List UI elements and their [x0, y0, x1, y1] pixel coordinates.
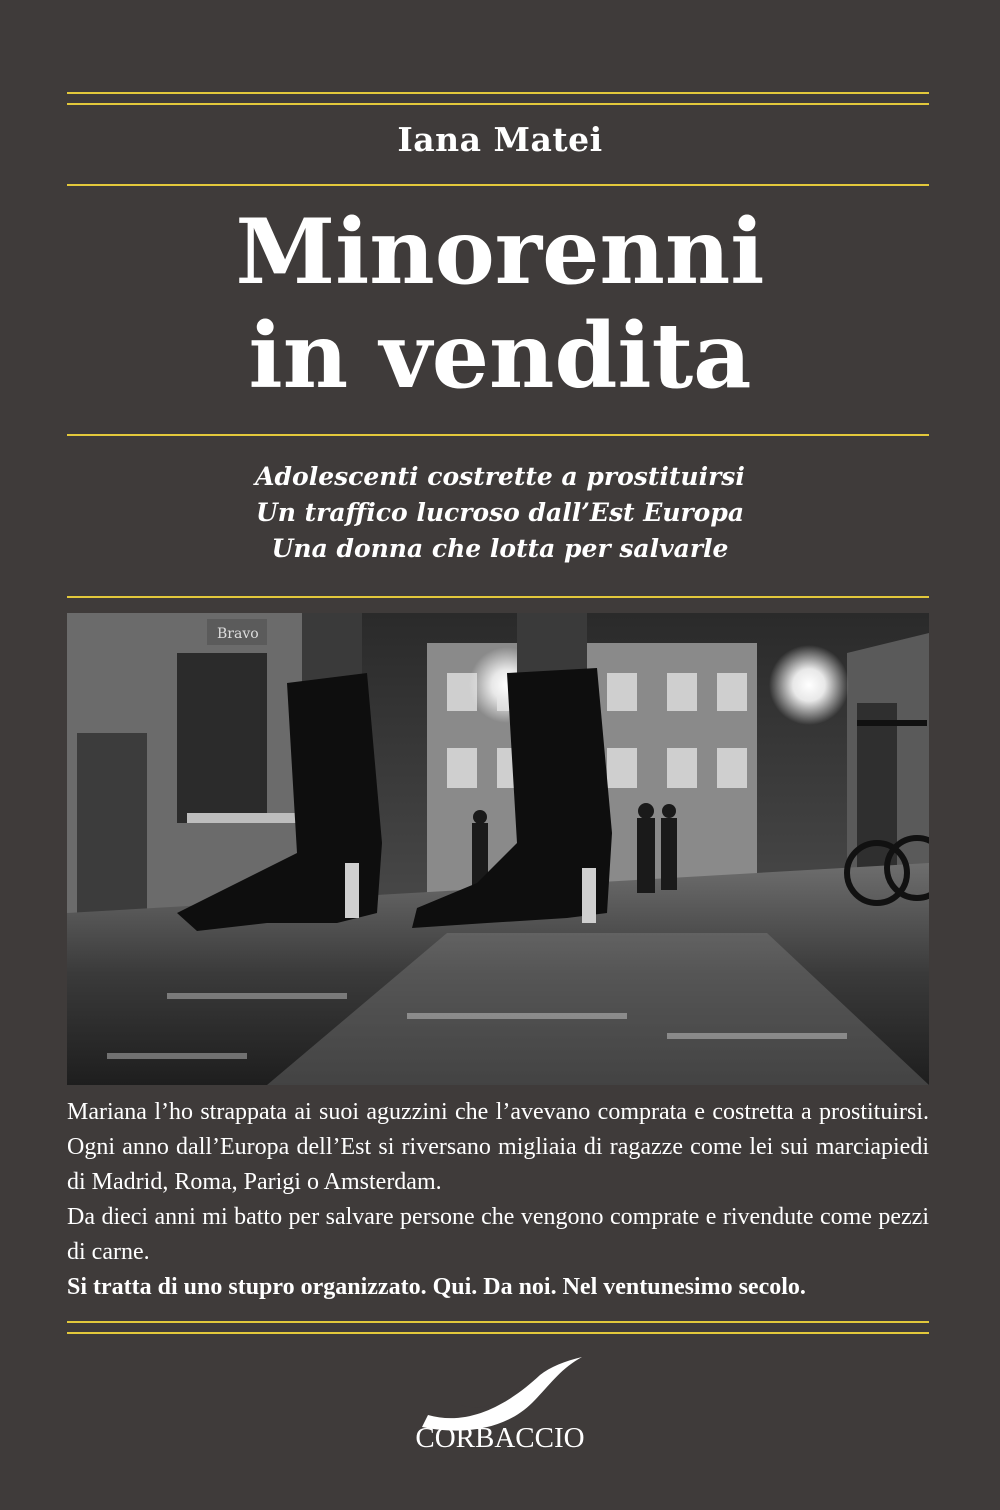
subtitle-line-2: Un traffico lucroso dall’Est Europa [255, 498, 745, 527]
blurb-bold-statement: Si tratta di uno stupro organizzato. Qui. Da noi. Nel ventunesimo secolo. [67, 1274, 806, 1300]
blurb-paragraph-2: Da dieci anni mi batto per salvare persone che vengono comprate e rivendute come pezzi di carne. [67, 1204, 929, 1265]
book-title [0, 200, 1000, 408]
street-scene-image [67, 613, 929, 1085]
title-line-2: in vendita [248, 303, 752, 409]
back-blurb [67, 1095, 929, 1305]
subtitle [0, 459, 1000, 567]
title-line-1: Minorenni [235, 199, 765, 305]
bottom-rule-2 [67, 1332, 929, 1334]
author-rule [67, 184, 929, 186]
shop-sign: Bravo [217, 626, 259, 642]
subtitle-line-3: Una donna che lotta per salvarle [271, 534, 729, 563]
author-name: Iana Matei [397, 120, 603, 159]
title-rule [67, 434, 929, 436]
cover-photo [67, 613, 929, 1085]
subtitle-rule [67, 596, 929, 598]
publisher-name: CORBACCIO [415, 1422, 585, 1454]
top-rule-2 [67, 103, 929, 105]
bottom-rule-1 [67, 1321, 929, 1323]
blurb-paragraph-1: Mariana l’ho strappata ai suoi aguzzini che l’avevano comprata e costretta a prostituirsi. Ogni anno dall’Europa dell’Est si riversano migliaia di ragazze come lei sui marciapiedi di Madrid, Roma, Parigi o Amsterdam. [67, 1099, 929, 1195]
top-rule-1 [67, 92, 929, 94]
subtitle-line-1: Adolescenti costrette a prostituirsi [255, 462, 745, 491]
